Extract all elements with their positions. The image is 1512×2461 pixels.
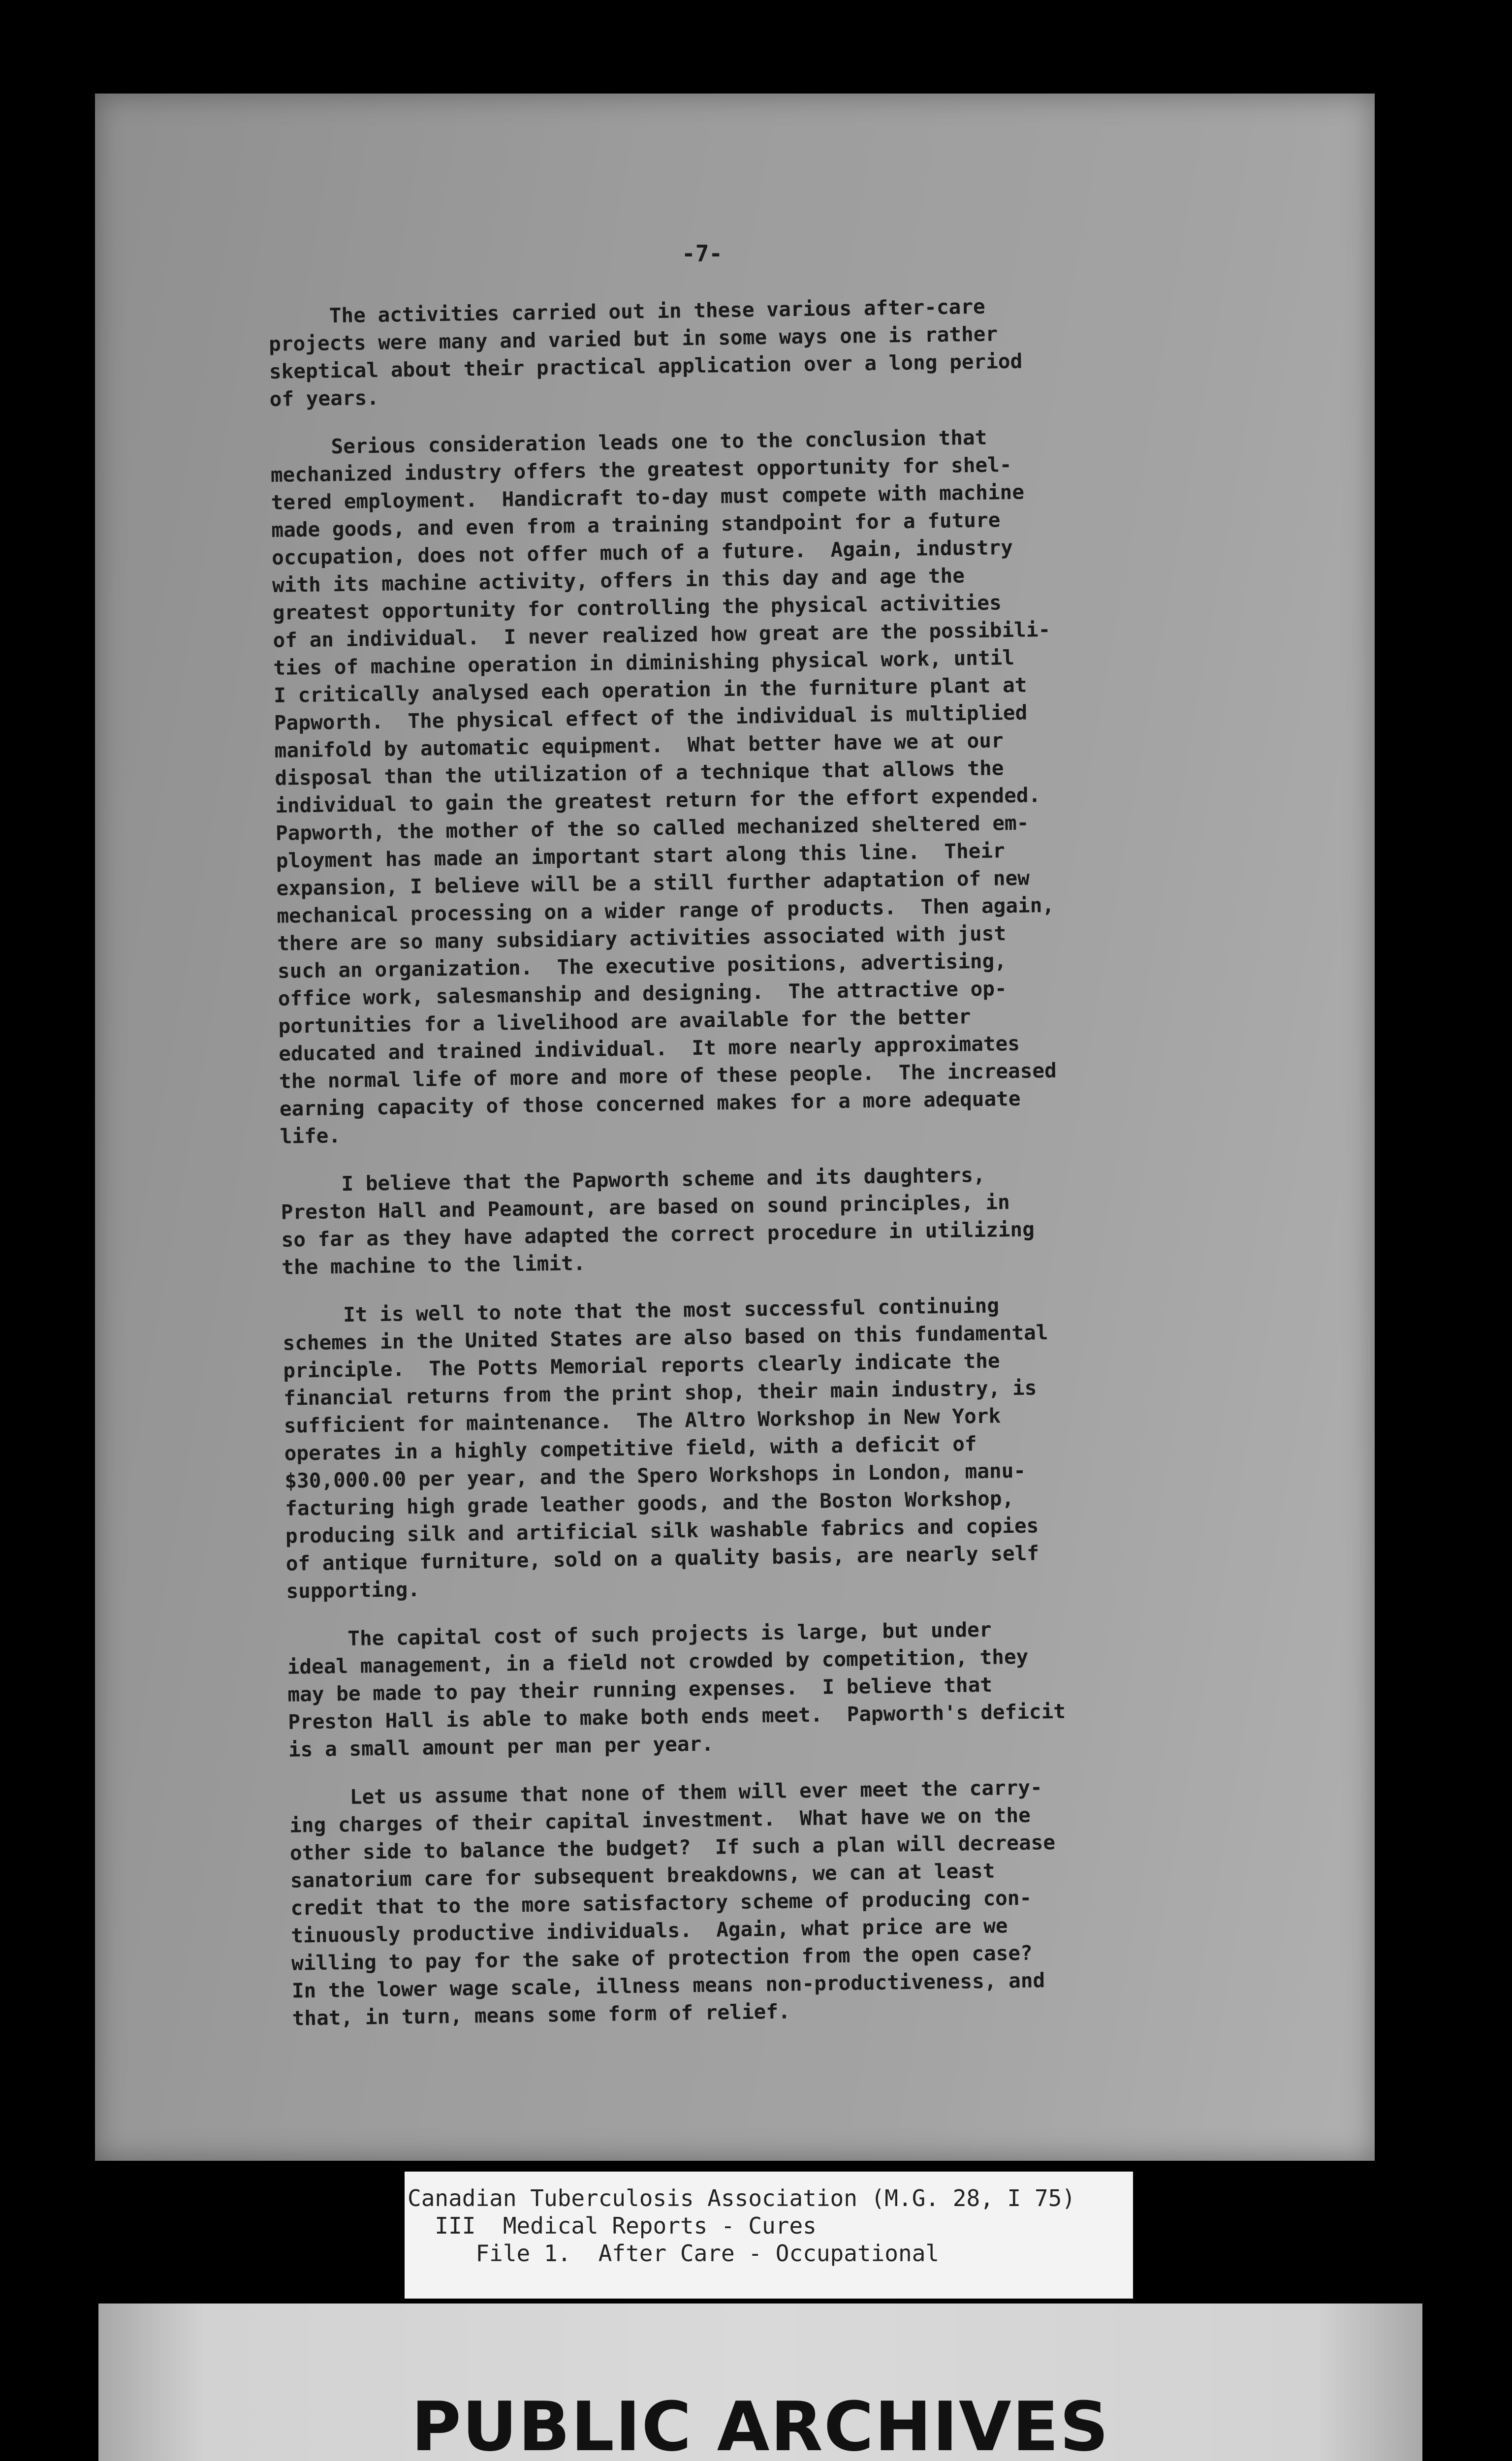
text-line: willing to pay for the sake of protection from the open case?: [291, 1941, 1033, 1975]
text-line: disposal than the utilization of a technique that allows the: [275, 756, 1004, 790]
text-line: ployment has made an important start along this line. Their: [276, 839, 1006, 873]
text-line: individual to gain the greatest return for the effort expended.: [275, 783, 1041, 818]
text-line: sanatorium care for subsequent breakdowns, we can at least: [290, 1859, 995, 1893]
text-line: Papworth. The physical effect of the individual is multiplied: [274, 700, 1028, 735]
text-line: mechanized industry offers the greatest opportunity for shel-: [270, 452, 1012, 487]
citation-line: File 1. After Care - Occupational: [408, 2240, 940, 2267]
text-line: greatest opportunity for controlling the physical activities: [272, 591, 1002, 625]
text-line: office work, salesmanship and designing. The attractive op-: [278, 977, 1007, 1010]
text-line: such an organization. The executive positions, advertising,: [277, 949, 1007, 983]
text-line: with its machine activity, offers in this day and age the: [272, 564, 965, 597]
text-line: earning capacity of those concerned makes for a more adequate: [279, 1086, 1021, 1121]
text-line: Serious consideration leads one to the conclusion that: [270, 425, 987, 459]
text-line: supporting.: [286, 1577, 420, 1603]
text-line: made goods, and even from a training standpoint for a future: [271, 508, 1001, 542]
text-line: It is well to note that the most successful continuing: [282, 1294, 1000, 1327]
text-line: is a small amount per man per year.: [288, 1732, 714, 1762]
text-line: of years.: [269, 385, 379, 411]
text-line: skeptical about their practical application over a long period: [269, 349, 1023, 383]
text-line: the normal life of more and more of these people. The increased: [279, 1058, 1057, 1093]
text-line: of antique furniture, sold on a quality basis, are nearly self: [285, 1541, 1040, 1576]
text-line: Preston Hall and Peamount, are based on sound principles, in: [281, 1190, 1010, 1224]
text-line: ties of machine operation in diminishing physical work, until: [273, 645, 1015, 680]
text-line: credit that to the more satisfactory scheme of producing con-: [290, 1886, 1032, 1920]
text-line: facturing high grade leather goods, and the Boston Workshop,: [284, 1486, 1014, 1520]
text-line: ideal management, in a field not crowded by competition, they: [287, 1644, 1029, 1679]
public-archives-plate: [98, 2303, 1422, 2461]
page-number: -7-: [682, 240, 723, 267]
text-line: Papworth, the mother of the so called mechanized sheltered em-: [275, 811, 1029, 845]
text-line: principle. The Potts Memorial reports clearly indicate the: [283, 1349, 1000, 1383]
archive-citation-label: [405, 2172, 1133, 2299]
text-line: I believe that the Papworth scheme and its daughters,: [280, 1163, 985, 1197]
text-line: so far as they have adapted the correct procedure in utilizing: [281, 1217, 1035, 1252]
paragraph: [281, 1157, 1266, 1281]
paragraph: [282, 1288, 1270, 1605]
text-line: of an individual. I never realized how great are the possibili-: [273, 617, 1051, 652]
text-line: ing charges of their capital investment. What have we on the: [289, 1803, 1031, 1837]
citation-line: Canadian Tuberculosis Association (M.G. 28, I 75): [408, 2185, 1076, 2211]
text-line: occupation, does not offer much of a future. Again, industry: [271, 535, 1013, 569]
paragraph: [287, 1612, 1273, 1764]
paragraph: [270, 420, 1264, 1150]
typed-text-body: [268, 289, 1277, 2053]
text-line: life.: [280, 1124, 341, 1148]
text-line: Preston Hall is able to make both ends meet. Papworth's deficit: [287, 1699, 1066, 1734]
paragraph: [289, 1770, 1277, 2032]
text-line: portunities for a livelihood are available for the better: [278, 1005, 971, 1038]
plate-title-english: PUBLIC ARCHIVES: [411, 2387, 1110, 2461]
text-line: $30,000.00 per year, and the Spero Workshops in London, manu-: [284, 1458, 1026, 1493]
text-line: The activities carried out in these various after-care: [268, 294, 985, 328]
text-line: sufficient for maintenance. The Altro Workshop in New York: [284, 1404, 1001, 1438]
text-line: The capital cost of such projects is large, but under: [286, 1617, 992, 1651]
text-line: educated and trained individual. It more nearly approximates: [278, 1031, 1020, 1066]
text-line: manifold by automatic equipment. What better have we at our: [274, 728, 1004, 762]
text-line: expansion, I believe will be a still further adaptation of new: [276, 866, 1030, 900]
text-line: the machine to the limit.: [282, 1251, 586, 1279]
citation-line: III Medical Reports - Cures: [408, 2212, 817, 2239]
text-line: tinuously productive individuals. Again, what price are we: [290, 1914, 1008, 1948]
text-line: financial returns from the print shop, their main industry, is: [283, 1376, 1037, 1410]
text-line: tered employment. Handicraft to-day must compete with machine: [271, 480, 1025, 514]
text-line: other side to balance the budget? If such a plan will decrease: [289, 1830, 1056, 1865]
text-line: operates in a highly competitive field, with a deficit of: [284, 1432, 977, 1465]
text-line: projects were many and varied but in some ways one is rather: [268, 322, 998, 356]
text-line: producing silk and artificial silk washable fabrics and copies: [285, 1514, 1039, 1548]
text-line: schemes in the United States are also based on this fundamental: [283, 1321, 1048, 1355]
paragraph: [268, 289, 1254, 413]
text-line: mechanical processing on a wider range of products. Then again,: [277, 893, 1055, 928]
text-line: In the lower wage scale, illness means non-productiveness, and: [291, 1968, 1045, 2003]
text-line: I critically analysed each operation in the furniture plant at: [273, 673, 1027, 707]
text-line: Let us assume that none of them will ever meet the carry-: [289, 1775, 1043, 1810]
text-line: may be made to pay their running expenses. I believe that: [287, 1672, 993, 1706]
text-line: that, in turn, means some form of relief.: [292, 1999, 790, 2030]
text-line: there are so many subsidiary activities associated with just: [277, 921, 1007, 955]
